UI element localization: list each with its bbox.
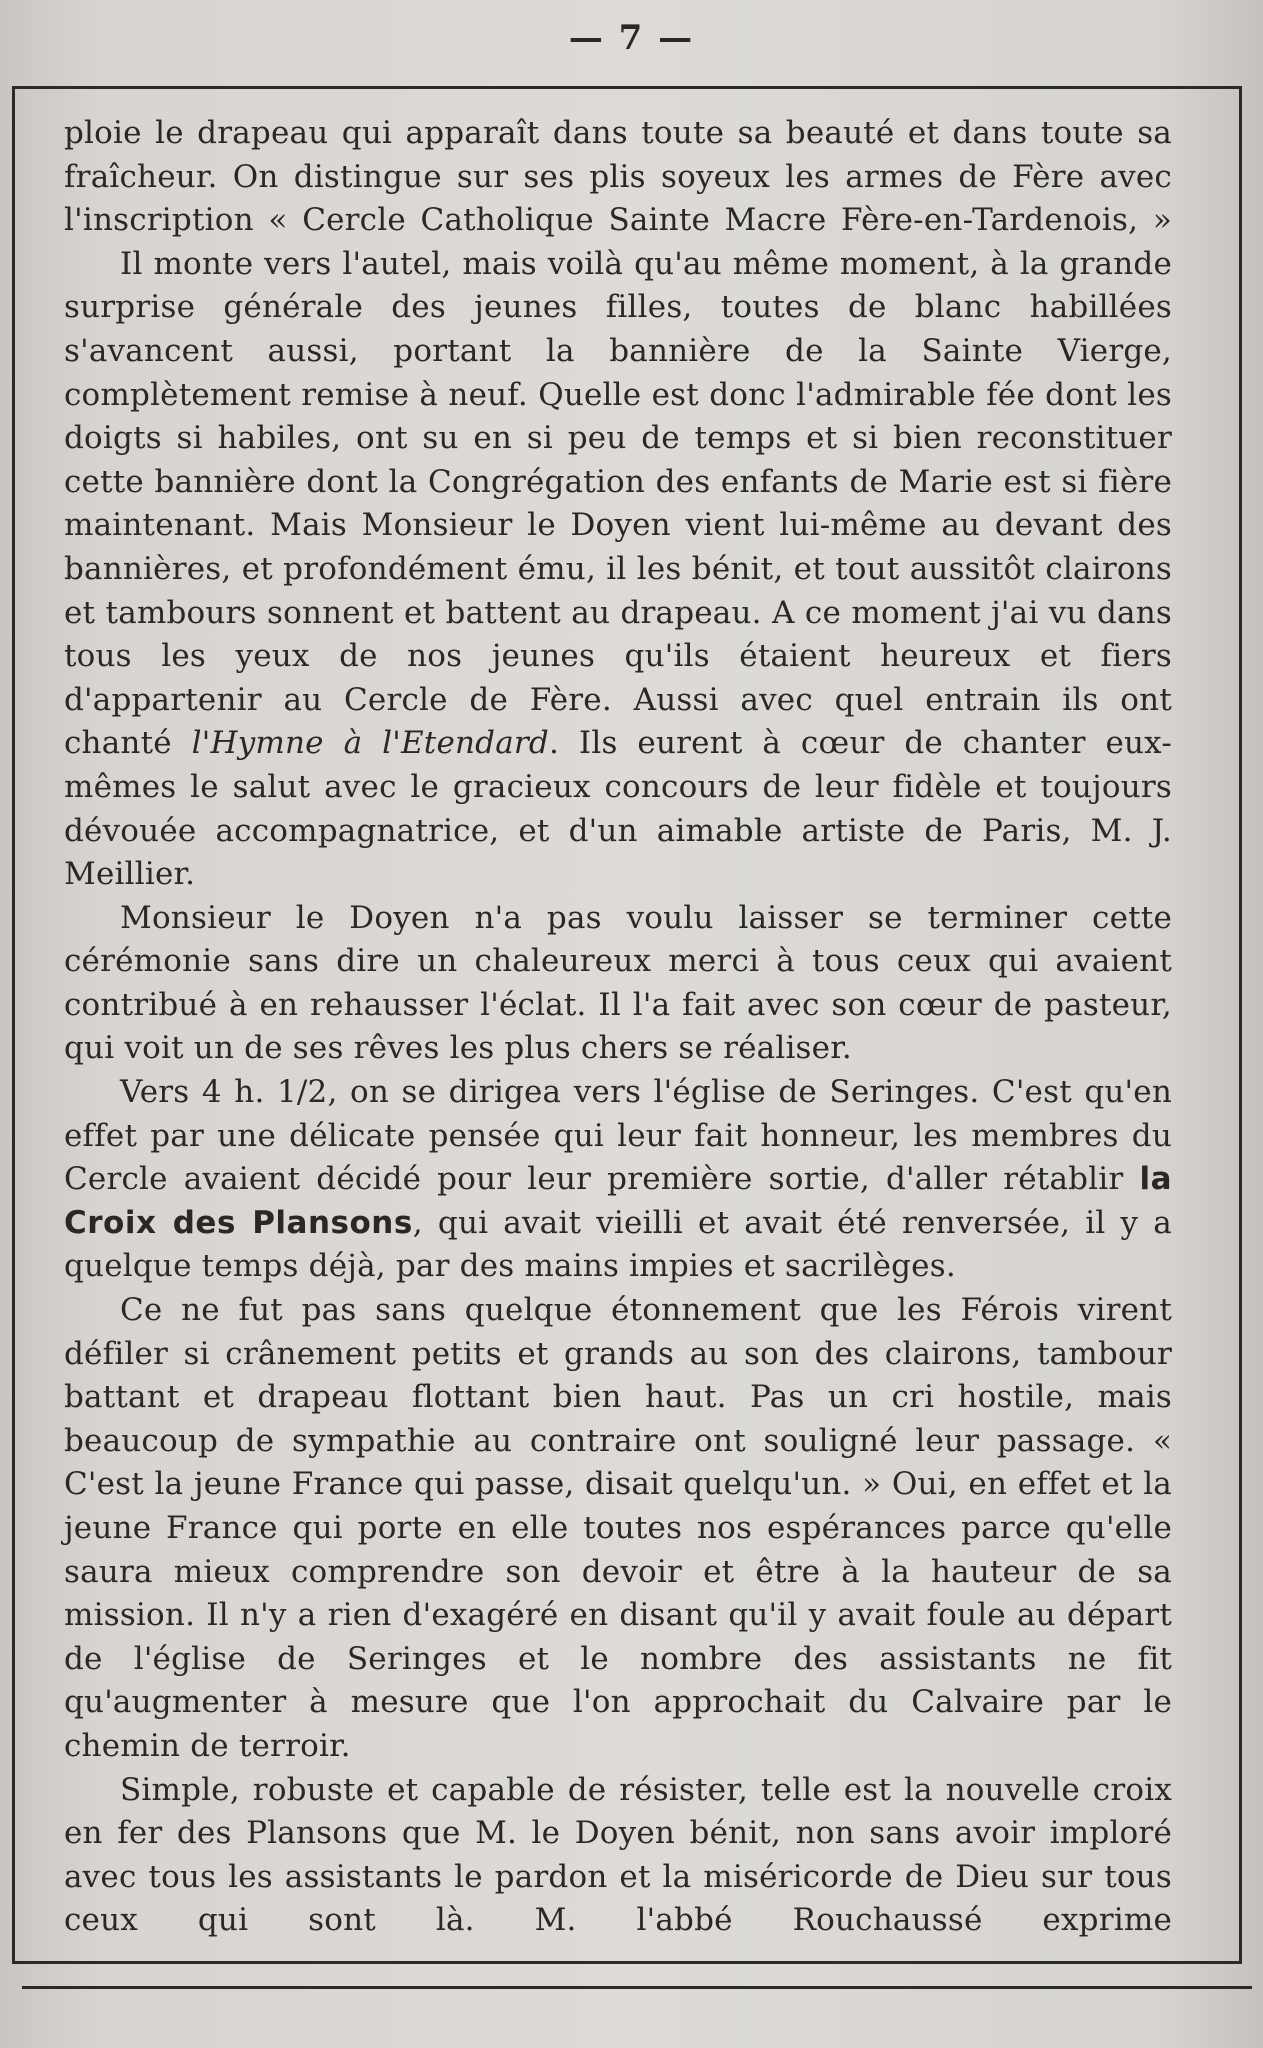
paragraph-3 <box>64 897 1172 1071</box>
paragraph-2 <box>64 243 1172 897</box>
hymn-title: l'Hymne à l'Etendard <box>191 725 549 762</box>
p2-text-b: . Ils eurent à cœur de chanter eux-mêmes le salut avec le gracieux concours de leur fidèle et toujours dévouée accompagnatrice, et d'un aimable artiste de Paris, M. J. Meillier. <box>64 725 1172 893</box>
p1-text: ploie le drapeau qui apparaît dans toute sa beauté et dans toute sa fraîcheur. On distingue sur ses plis soyeux les armes de Fère avec l'inscription « Cercle Catholique Sainte Macre Fère-en-Tardenois, » <box>64 115 1172 239</box>
paragraph-1 <box>64 112 1172 243</box>
page-number: — 7 — <box>568 18 695 58</box>
p5-text: Ce ne fut pas sans quelque étonnement que les Férois virent défiler si crânement petits et grands au son des clairons, tambour battant et drapeau flottant bien haut. Pas un cri hostile, mais beaucoup de sympathie au contraire ont souligné leur passage. « C'est la jeune France qui passe, disait quelqu'un. » Oui, en effet et la jeune France qui porte en elle toutes nos espérances parce qu'elle saura mieux comprendre son devoir et être à la hauteur de sa mission. Il n'y a rien d'exagéré en disant qu'il y avait foule au départ de l'église de Seringes et le nombre des assistants ne fit qu'augmenter à mesure que l'on approchait du Calvaire par le chemin de terroir. <box>64 1292 1172 1764</box>
croix-des-plansons: la Croix des Plansons <box>64 1161 1172 1241</box>
p2-text-a: Il monte vers l'autel, mais voilà qu'au même moment, à la grande surprise générale des jeunes filles, toutes de blanc habillées s'avancent aussi, portant la bannière de la Sainte Vierge, complètement remise à neuf. Quelle est donc l'admirable fée dont les doigts si habiles, ont su en si peu de temps et si bien reconstituer cette bannière dont la Congrégation des enfants de Marie est si fière maintenant. Mais Monsieur le Doyen vient lui-même au devant des bannières, et profondément ému, il les bénit, et tout aussitôt clairons et tambours sonnent et battent au drapeau. A ce moment j'ai vu dans tous les yeux de nos jeunes qu'ils étaient heureux et fiers d'appartenir au Cercle de Fère. Aussi avec quel entrain ils ont chanté <box>64 245 1172 762</box>
p6-text: Simple, robuste et capable de résister, telle est la nouvelle croix en fer des Plansons que M. le Doyen bénit, non sans avoir imploré avec tous les assistants le pardon et la miséricorde de Dieu sur tous ceux qui sont là. M. l'abbé Rouchaussé exprime <box>64 1771 1172 1939</box>
paragraph-4 <box>64 1071 1172 1289</box>
p4-text-b: , qui avait vieilli et avait été renversée, il y a quelque temps déjà, par des mains impies et sacrilèges. <box>64 1204 1172 1285</box>
p4-text-a: Vers 4 h. 1/2, on se dirigea vers l'église de Seringes. C'est qu'en effet par une délicate pensée qui leur fait honneur, les membres du Cercle avaient décidé pour leur première sortie, d'aller rétablir <box>64 1074 1172 1198</box>
paragraph-5 <box>64 1289 1172 1769</box>
bottom-rule <box>22 1986 1252 1989</box>
article-text <box>64 112 1172 1943</box>
p3-text: Monsieur le Doyen n'a pas voulu laisser se terminer cette cérémonie sans dire un chaleureux merci à tous ceux qui avaient contribué à en rehausser l'éclat. Il l'a fait avec son cœur de pasteur, qui voit un de ses rêves les plus chers se réaliser. <box>64 899 1172 1067</box>
paragraph-6 <box>64 1769 1172 1943</box>
